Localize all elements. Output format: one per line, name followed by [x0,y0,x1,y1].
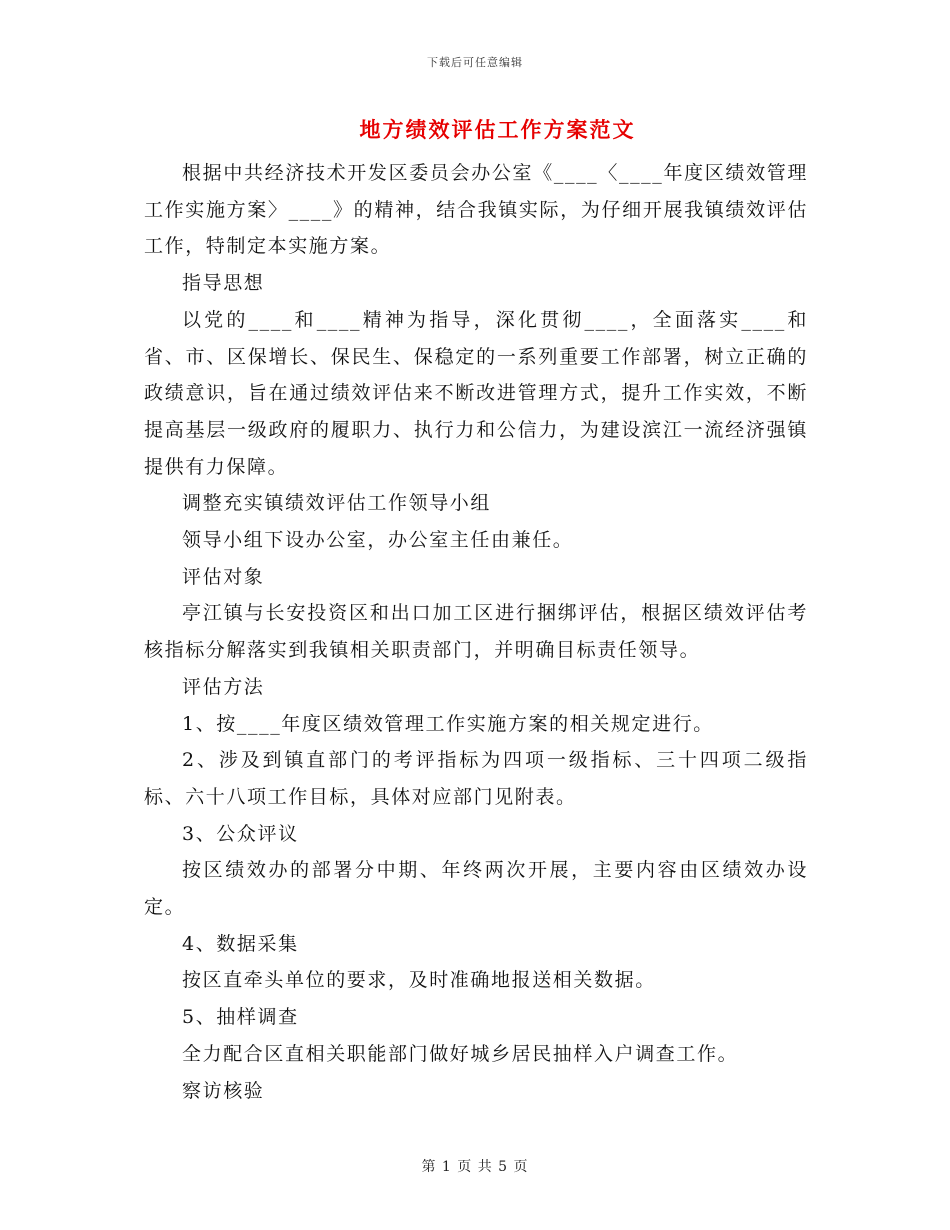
document-body [144,155,808,1109]
header-note: 下载后可任意编辑 [427,56,523,69]
heading-evaluation-method: 评估方法 [182,675,265,698]
heading-guiding-ideology: 指导思想 [182,272,265,295]
paragraph-evaluation-object: 亭江镇与长安投资区和出口加工区进行捆绑评估，根据区绩效评估考核指标分解落实到我镇相关职责部门，并明确目标责任领导。 [144,602,808,662]
paragraph-intro: 根据中共经济技术开发区委员会办公室《____〈____年度区绩效管理工作实施方案〉____》的精神，结合我镇实际，为仔细开展我镇绩效评估工作，特制定本实施方案。 [144,162,808,258]
paragraph-public-review: 按区绩效办的部署分中期、年终两次开展，主要内容由区绩效办设定。 [144,859,808,919]
list-item-2: 2、涉及到镇直部门的考评指标为四项一级指标、三十四项二级指标、六十八项工作目标，具体对应部门见附表。 [144,749,808,808]
heading-inspection: 察访核验 [182,1079,265,1102]
list-item-3-heading: 3、公众评议 [182,822,299,845]
paragraph-guiding-ideology: 以党的____和____精神为指导，深化贯彻____，全面落实____和省、市、区保增长、保民生、保稳定的一系列重要工作部署，树立正确的政绩意识，旨在通过绩效评估来不断改进管理方式，提升工作实效，不断提高基层一级政府的履职力、执行力和公信力，为建设滨江一流经济强镇提供有力保障。 [144,308,808,478]
list-item-4-heading: 4、数据采集 [182,932,299,955]
heading-leading-group: 调整充实镇绩效评估工作领导小组 [182,492,492,515]
page-footer: 第 1 页 共 5 页 [421,1159,529,1175]
list-item-1: 1、按____年度区绩效管理工作实施方案的相关规定进行。 [182,712,714,735]
paragraph-sampling-survey: 全力配合区直相关职能部门做好城乡居民抽样入户调查工作。 [182,1042,739,1065]
list-item-5-heading: 5、抽样调查 [182,1006,299,1029]
paragraph-data-collection: 按区直牵头单位的要求，及时准确地报送相关数据。 [182,969,656,992]
heading-evaluation-object: 评估对象 [182,565,265,588]
document-title: 地方绩效评估工作方案范文 [359,117,636,142]
paragraph-leading-group: 领导小组下设办公室，办公室主任由兼任。 [182,529,574,552]
